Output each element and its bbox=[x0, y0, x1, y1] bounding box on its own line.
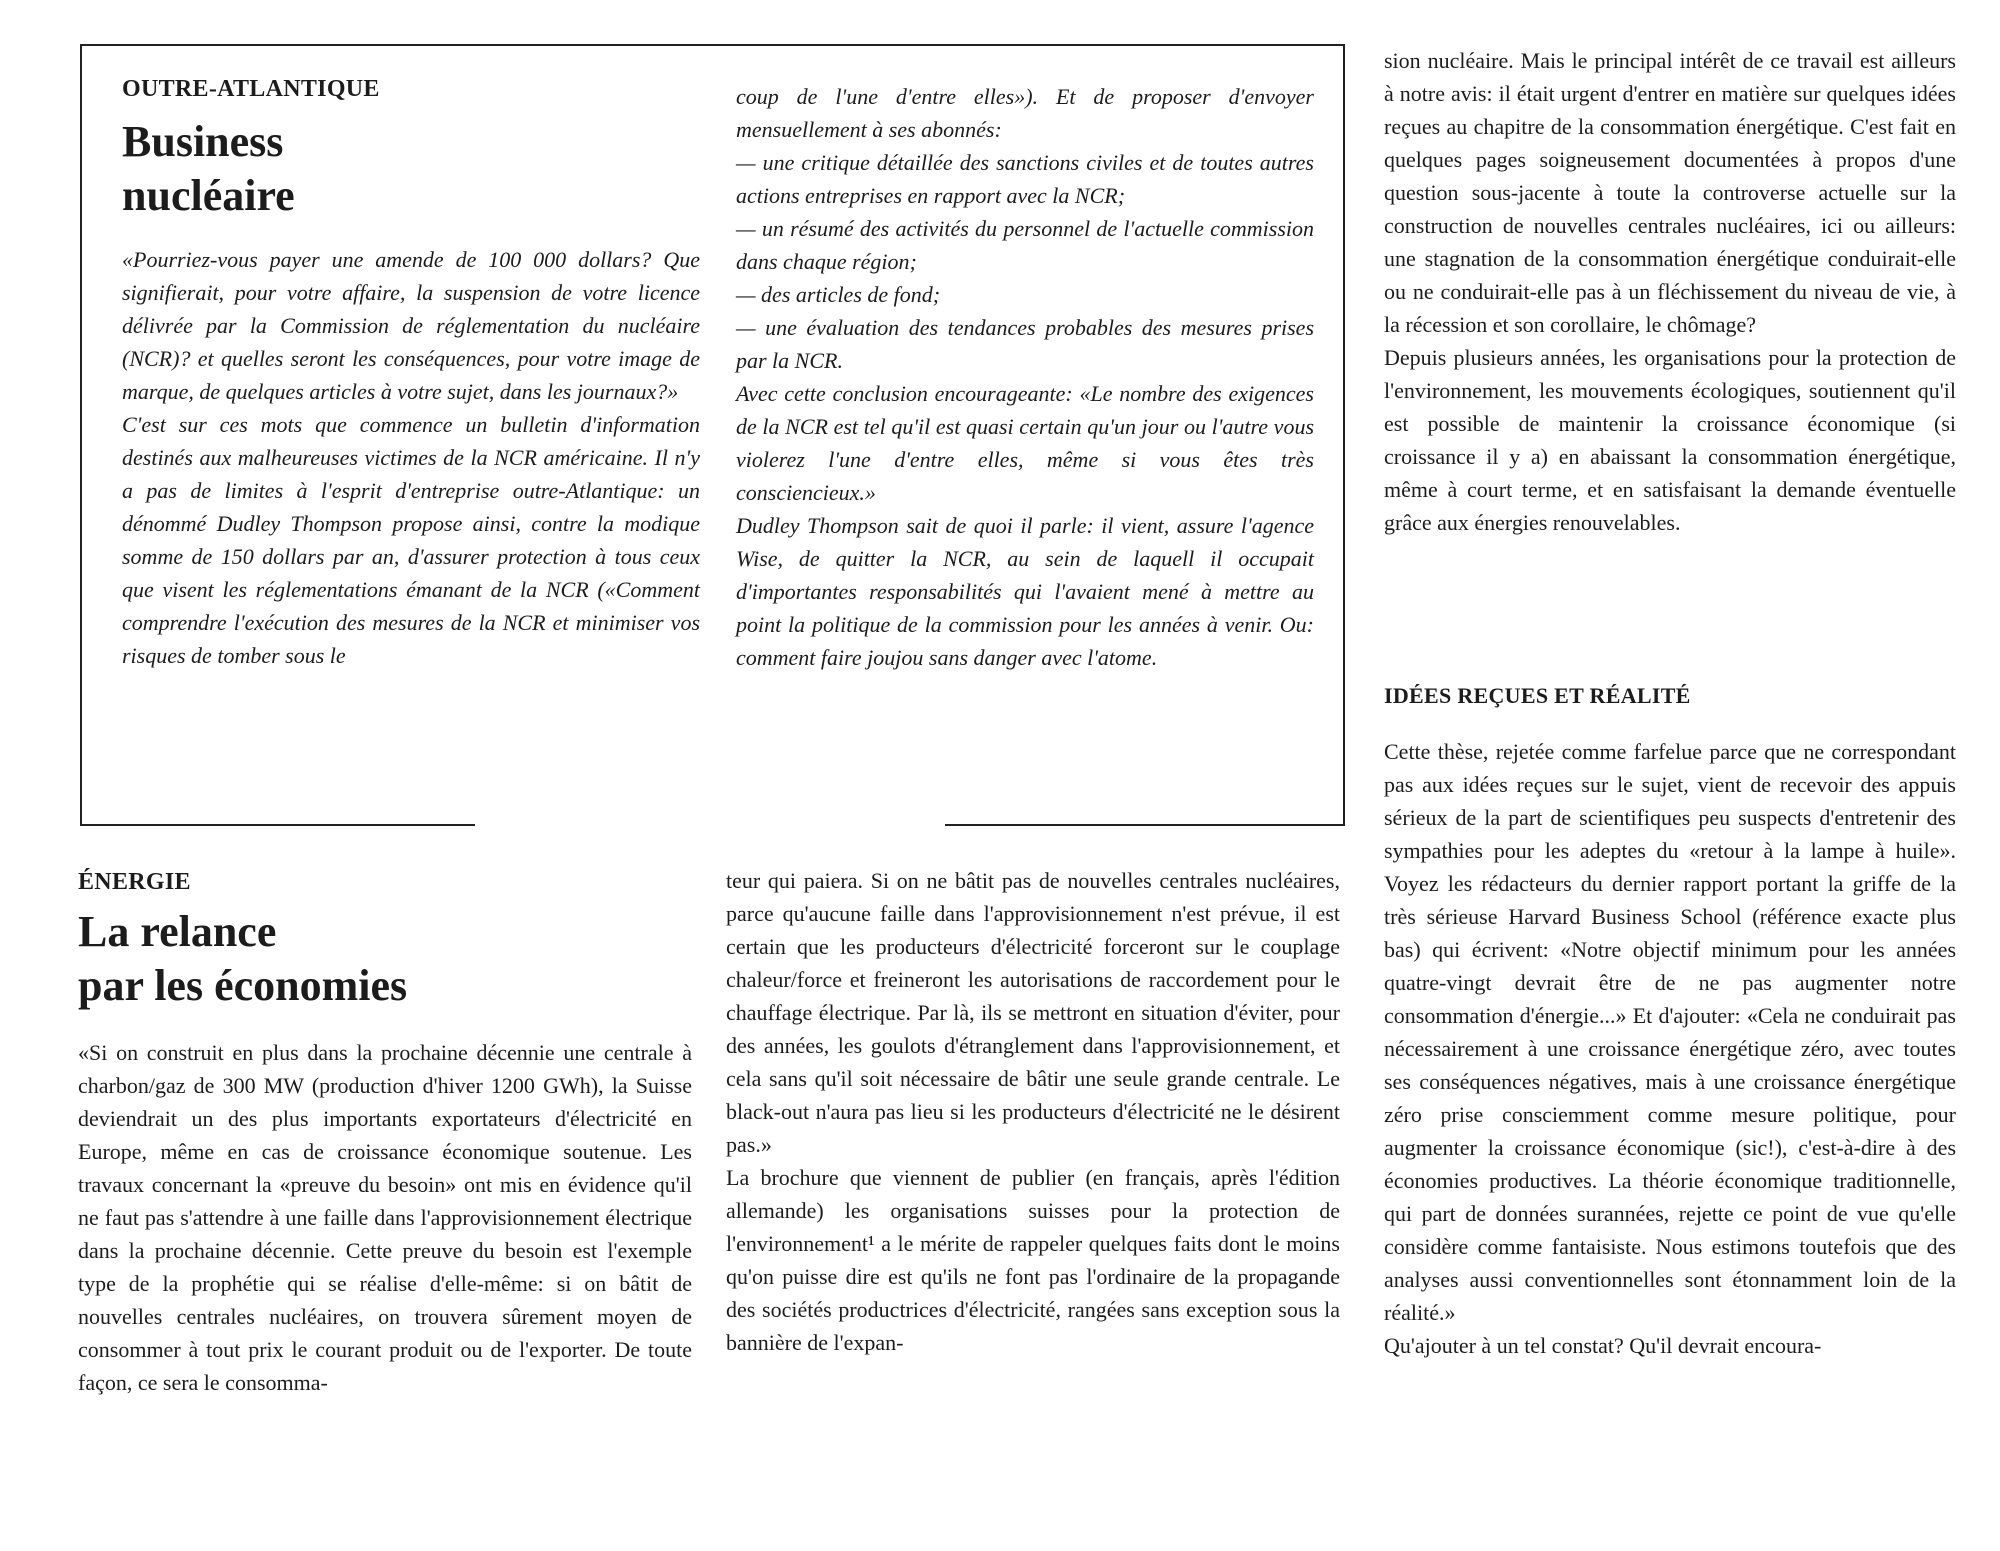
box-paragraph: «Pourriez-vous payer une amende de 100 000 dollars? Que signifierait, pour votre affaire, la suspension de votre licence délivrée par la Commission de réglementation du nucléaire (NCR)? et quelles seront les conséquences, pour votre image de marque, de quelques articles à votre sujet, dans les journaux?» bbox=[122, 247, 700, 404]
box-list-item: — une critique détaillée des sanctions civiles et de toutes autres actions entreprises en rapport avec la NCR; bbox=[736, 150, 1314, 208]
box-column-1 bbox=[122, 243, 700, 672]
article-paragraph: Qu'ajouter à un tel constat? Qu'il devrait encoura- bbox=[1384, 1333, 1822, 1358]
article-column-3-top bbox=[1384, 44, 1956, 539]
article-paragraph: «Si on construit en plus dans la prochaine décennie une centrale à charbon/gaz de 300 MW (production d'hiver 1200 GWh), la Suisse deviendrait un des plus importants exportateurs d'électricité en Europe, même en cas de croissance économique soutenue. Les travaux concernant la «preuve du besoin» ont mis en évidence qu'il ne faut pas s'attendre à une faille dans l'approvisionnement électrique dans la prochaine décennie. Cette preuve du besoin est l'exemple type de la prophétie qui se réalise d'elle-même: si on bâtit de nouvelles centrales nucléaires, on trouvera sûrement moyen de consommer à tout prix le courant produit ou de l'exporter. De toute façon, ce sera le consomma- bbox=[78, 1040, 692, 1395]
article-headline-line1: La relance bbox=[78, 907, 277, 956]
article-paragraph: teur qui paiera. Si on ne bâtit pas de nouvelles centrales nucléaires, parce qu'aucune faille dans l'approvisionnement n'est prévue, il est certain que les producteurs d'électricité forceront sur le couplage chaleur/force et freineront les autorisations de raccordement pour le chauffage électrique. Par là, ils se mettront en situation d'éviter, pour des années, les goulots d'étranglement dans l'approvisionnement, et cela sans qu'il soit nécessaire de bâtir une seule grande centrale. Le black-out n'aura pas lieu si les producteurs d'électricité ne le désirent pas.» bbox=[726, 868, 1340, 1157]
box-list-item: — des articles de fond; bbox=[736, 282, 941, 307]
box-kicker: OUTRE-ATLANTIQUE bbox=[122, 76, 380, 102]
box-headline bbox=[122, 115, 295, 223]
box-list-item: — une évaluation des tendances probables des mesures prises par la NCR. bbox=[736, 315, 1314, 373]
box-paragraph: coup de l'une d'entre elles»). Et de proposer d'envoyer mensuellement à ses abonnés: bbox=[736, 84, 1314, 142]
article-column-1 bbox=[78, 1036, 692, 1399]
article-headline bbox=[78, 905, 407, 1013]
article-kicker: ÉNERGIE bbox=[78, 869, 191, 895]
article-paragraph: Depuis plusieurs années, les organisations pour la protection de l'environnement, les mouvements écologiques, soutiennent qu'il est possible de maintenir la croissance économique (si croissance il y a) en abaissant la consommation énergétique, même à court terme, et en satisfaisant la demande éventuelle grâce aux énergies renouvelables. bbox=[1384, 345, 1956, 535]
box-list-item: — un résumé des activités du personnel de l'actuelle commission dans chaque région; bbox=[736, 216, 1314, 274]
article-headline-line2: par les économies bbox=[78, 961, 408, 1010]
article-paragraph: sion nucléaire. Mais le principal intérêt de ce travail est ailleurs à notre avis: il était urgent d'entrer en matière sur quelques idées reçues au chapitre de la consommation énergétique. C'est fait en quelques pages soigneusement documentées à propos d'une question sous-jacente à toute la controverse actuelle sur la construction de nouvelles centrales nucléaires, ici ou ailleurs: une stagnation de la consommation énergétique conduirait-elle ou ne conduirait-elle pas à un fléchissement du niveau de vie, à la récession et son corollaire, le chômage? bbox=[1384, 48, 1956, 337]
box-headline-line1: Business bbox=[122, 117, 284, 166]
box-column-2 bbox=[736, 80, 1314, 674]
box-paragraph: Dudley Thompson sait de quoi il parle: il vient, assure l'agence Wise, de quitter la NCR, au sein de laquell il occupait d'importantes responsabilités qui l'avaient mené à mettre au point la politique de la commission pour les années à venir. Ou: comment faire joujou sans danger avec l'atome. bbox=[736, 513, 1314, 670]
article-paragraph: La brochure que viennent de publier (en français, après l'édition allemande) les organisations suisses pour la protection de l'environnement¹ a le mérite de rappeler quelques faits dont le moins qu'on puisse dire est qu'ils ne font pas l'ordinaire de la propagande des sociétés productrices d'électricité, rangées sans exception sous la bannière de l'expan- bbox=[726, 1165, 1340, 1355]
article-paragraph: Cette thèse, rejetée comme farfelue parce que ne correspondant pas aux idées reçues sur le sujet, vient de recevoir des appuis sérieux de la part de scientifiques peu suspects d'entretenir des sympathies pour les adeptes du «retour à la lampe à huile». Voyez les rédacteurs du dernier rapport portant la griffe de la très sérieuse Harvard Business School (référence exacte plus bas) qui écrivent: «Notre objectif minimum pour les années quatre-vingt devrait être de ne pas augmenter notre consommation d'énergie...» Et d'ajouter: «Cela ne conduirait pas nécessairement à une croissance énergétique zéro, avec toutes ses conséquences négatives, mais à une croissance énergétique zéro prise consciemment comme mesure politique, pour augmenter la croissance économique (sic!), c'est-à-dire à des économies productives. La théorie économique traditionnelle, qui part de données surannées, rejette ce point de vue qu'elle considère comme fantaisiste. Nous estimons toutefois que des analyses aussi conventionnelles sont étonnamment loin de la réalité.» bbox=[1384, 739, 1956, 1325]
box-border-gap bbox=[475, 823, 945, 835]
article-column-2 bbox=[726, 864, 1340, 1359]
box-paragraph: C'est sur ces mots que commence un bulletin d'information destinés aux malheureuses victimes de la NCR américaine. Il n'y a pas de limites à l'esprit d'entreprise outre-Atlantique: un dénommé Dudley Thompson propose ainsi, contre la modique somme de 150 dollars par an, d'assurer protection à tous ceux que visent les réglementations émanant de la NCR («Comment comprendre l'exécution des mesures de la NCR et minimiser vos risques de tomber sous le bbox=[122, 412, 700, 668]
box-headline-line2: nucléaire bbox=[122, 171, 295, 220]
article-subhead: IDÉES REÇUES ET RÉALITÉ bbox=[1384, 683, 1691, 708]
box-paragraph: Avec cette conclusion encourageante: «Le nombre des exigences de la NCR est tel qu'il est quasi certain qu'un jour ou l'autre vous violerez l'une d'entre elles, même si vous êtes très consciencieux.» bbox=[736, 381, 1314, 505]
article-column-3-bottom bbox=[1384, 735, 1956, 1362]
